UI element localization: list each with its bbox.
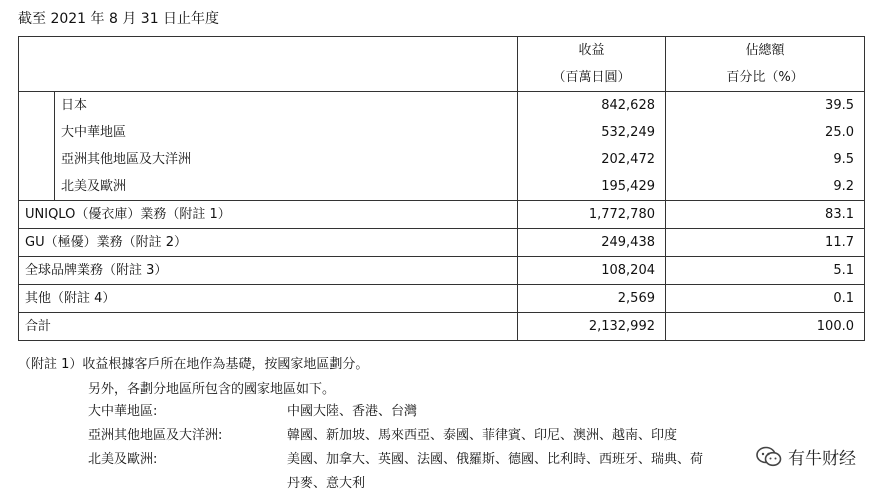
mapping-region: 大中華地區: [88,404,158,419]
total-row [19,313,865,341]
footnotes [18,352,368,377]
header-share-unit: 百分比（%） [666,64,865,92]
row-share: 83.1 [666,201,865,229]
watermark [752,442,860,471]
header-revenue-unit: （百萬日圓） [518,64,666,92]
row-label: 大中華地區 [55,119,518,146]
row-share: 100.0 [666,313,865,341]
row-share: 5.1 [666,257,865,285]
row-revenue: 532,249 [518,119,666,146]
wechat-icon [756,446,782,468]
row-label: GU（極優）業務（附註 2） [19,229,518,257]
watermark-text: 有牛财经 [788,449,856,469]
row-share: 39.5 [666,92,865,120]
table-row [19,257,865,285]
row-revenue: 2,569 [518,285,666,313]
header-share-title: 佔總額 [666,37,865,65]
table-row [19,285,865,313]
row-label: 北美及歐洲 [55,173,518,201]
row-label: 日本 [55,92,518,120]
row-revenue: 1,772,780 [518,201,666,229]
region-indent-cell [19,92,55,201]
header-revenue-title: 收益 [518,37,666,65]
row-revenue: 2,132,992 [518,313,666,341]
row-label: 全球品牌業務（附註 3） [19,257,518,285]
footnote-1: （附註 1）收益根據客戶所在地作為基礎，按國家地區劃分。 [18,357,369,372]
table-row [19,146,865,173]
footnote-2: 另外，各劃分地區所包含的國家地區如下。 [88,382,336,397]
row-share: 11.7 [666,229,865,257]
row-share: 0.1 [666,285,865,313]
row-label: 亞洲其他地區及大洋洲 [55,146,518,173]
table-row [19,173,865,201]
row-label: 合計 [19,313,518,341]
mapping-countries: 丹麥、意大利 [287,476,366,491]
row-revenue: 195,429 [518,173,666,201]
header-row-1 [19,37,865,65]
table-row [19,119,865,146]
mapping-region: 亞洲其他地區及大洋洲: [88,428,223,443]
table-row [19,201,865,229]
row-revenue: 842,628 [518,92,666,120]
row-revenue: 249,438 [518,229,666,257]
mapping-countries: 韓國、新加坡、馬來西亞、泰國、菲律賓、印尼、澳洲、越南、印度 [287,428,678,443]
row-share: 9.5 [666,146,865,173]
mapping-countries: 中國大陸、香港、台灣 [287,404,418,419]
row-share: 25.0 [666,119,865,146]
header-blank-cell [19,37,518,92]
table-row [19,229,865,257]
mapping-countries: 美國、加拿大、英國、法國、俄羅斯、德國、比利時、西班牙、瑞典、荷 [287,452,704,467]
page-caption: 截至 2021 年 8 月 31 日止年度 [18,11,220,27]
table-row [19,92,865,120]
row-label: 其他（附註 4） [19,285,518,313]
row-label: UNIQLO（優衣庫）業務（附註 1） [19,201,518,229]
row-share: 9.2 [666,173,865,201]
row-revenue: 108,204 [518,257,666,285]
revenue-table [18,36,865,341]
row-revenue: 202,472 [518,146,666,173]
mapping-region: 北美及歐洲: [88,452,158,467]
